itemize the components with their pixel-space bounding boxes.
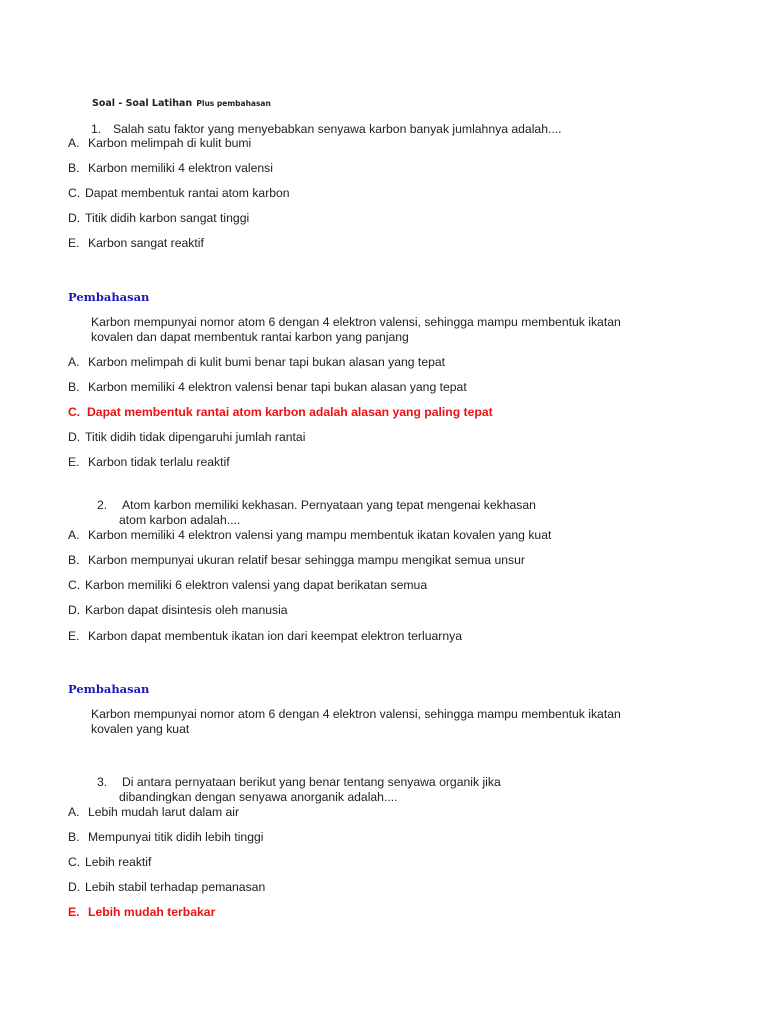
q2-option-e: E. Karbon dapat membentuk ikatan ion dari keempat elektron terluarnya bbox=[68, 629, 462, 643]
pembahasan-1-option-b: B. Karbon memiliki 4 elektron valensi benar tapi bukan alasan yang tepat bbox=[68, 380, 467, 394]
pembahasan-1-option-c-correct: C. Dapat membentuk rantai atom karbon adalah alasan yang paling tepat bbox=[68, 405, 493, 419]
pembahasan-heading-2: Pembahasan bbox=[68, 682, 150, 696]
document-title bbox=[92, 95, 271, 109]
document-title-suffix: Plus pembahasan bbox=[196, 99, 271, 108]
q3-option-b: B. Mempunyai titik didih lebih tinggi bbox=[68, 830, 264, 844]
q3-option-c: C. Lebih reaktif bbox=[68, 855, 152, 869]
q2-option-d: D. Karbon dapat disintesis oleh manusia bbox=[68, 603, 288, 617]
q3-option-a: A. Lebih mudah larut dalam air bbox=[68, 805, 240, 819]
question-number: 3. bbox=[97, 775, 108, 789]
q3-option-e-correct: E. Lebih mudah terbakar bbox=[68, 905, 216, 919]
question-2 bbox=[97, 498, 536, 513]
pembahasan-2-text-line2: kovalen yang kuat bbox=[91, 722, 190, 736]
question-text: Di antara pernyataan berikut yang benar tentang senyawa organik jika bbox=[122, 775, 501, 789]
pembahasan-1-option-e: E. Karbon tidak terlalu reaktif bbox=[68, 455, 230, 469]
q1-option-a: A. Karbon melimpah di kulit bumi bbox=[68, 136, 252, 150]
q1-option-e: E. Karbon sangat reaktif bbox=[68, 236, 204, 250]
question-number: 2. bbox=[97, 498, 108, 512]
question-3-cont: dibandingkan dengan senyawa anorganik adalah.... bbox=[119, 790, 398, 804]
q3-option-d: D. Lebih stabil terhadap pemanasan bbox=[68, 880, 266, 894]
q2-option-a: A. Karbon memiliki 4 elektron valensi yang mampu membentuk ikatan kovalen yang kuat bbox=[68, 528, 552, 542]
question-text: Salah satu faktor yang menyebabkan senyawa karbon banyak jumlahnya adalah.... bbox=[113, 122, 562, 136]
question-number: 1. bbox=[91, 122, 102, 136]
document-title-main: Soal - Soal Latihan bbox=[92, 98, 193, 109]
q1-option-c: C. Dapat membentuk rantai atom karbon bbox=[68, 186, 290, 200]
question-1 bbox=[91, 122, 562, 137]
pembahasan-heading-1: Pembahasan bbox=[68, 290, 150, 304]
pembahasan-1-text-line2: kovalen dan dapat membentuk rantai karbon yang panjang bbox=[91, 330, 409, 344]
pembahasan-1-text-line1: Karbon mempunyai nomor atom 6 dengan 4 elektron valensi, sehingga mampu membentuk ikatan bbox=[91, 315, 621, 329]
q1-option-b: B. Karbon memiliki 4 elektron valensi bbox=[68, 161, 273, 175]
pembahasan-1-option-d: D. Titik didih tidak dipengaruhi jumlah rantai bbox=[68, 430, 306, 444]
question-text: Atom karbon memiliki kekhasan. Pernyataan yang tepat mengenai kekhasan bbox=[122, 498, 536, 512]
question-2-cont: atom karbon adalah.... bbox=[119, 513, 241, 527]
q2-option-b: B. Karbon mempunyai ukuran relatif besar sehingga mampu mengikat semua unsur bbox=[68, 553, 525, 567]
pembahasan-1-option-a: A. Karbon melimpah di kulit bumi benar tapi bukan alasan yang tepat bbox=[68, 355, 446, 369]
q2-option-c: C. Karbon memiliki 6 elektron valensi yang dapat berikatan semua bbox=[68, 578, 428, 592]
q1-option-d: D. Titik didih karbon sangat tinggi bbox=[68, 211, 250, 225]
pembahasan-2-text-line1: Karbon mempunyai nomor atom 6 dengan 4 elektron valensi, sehingga mampu membentuk ikatan bbox=[91, 707, 621, 721]
question-3 bbox=[97, 775, 501, 790]
